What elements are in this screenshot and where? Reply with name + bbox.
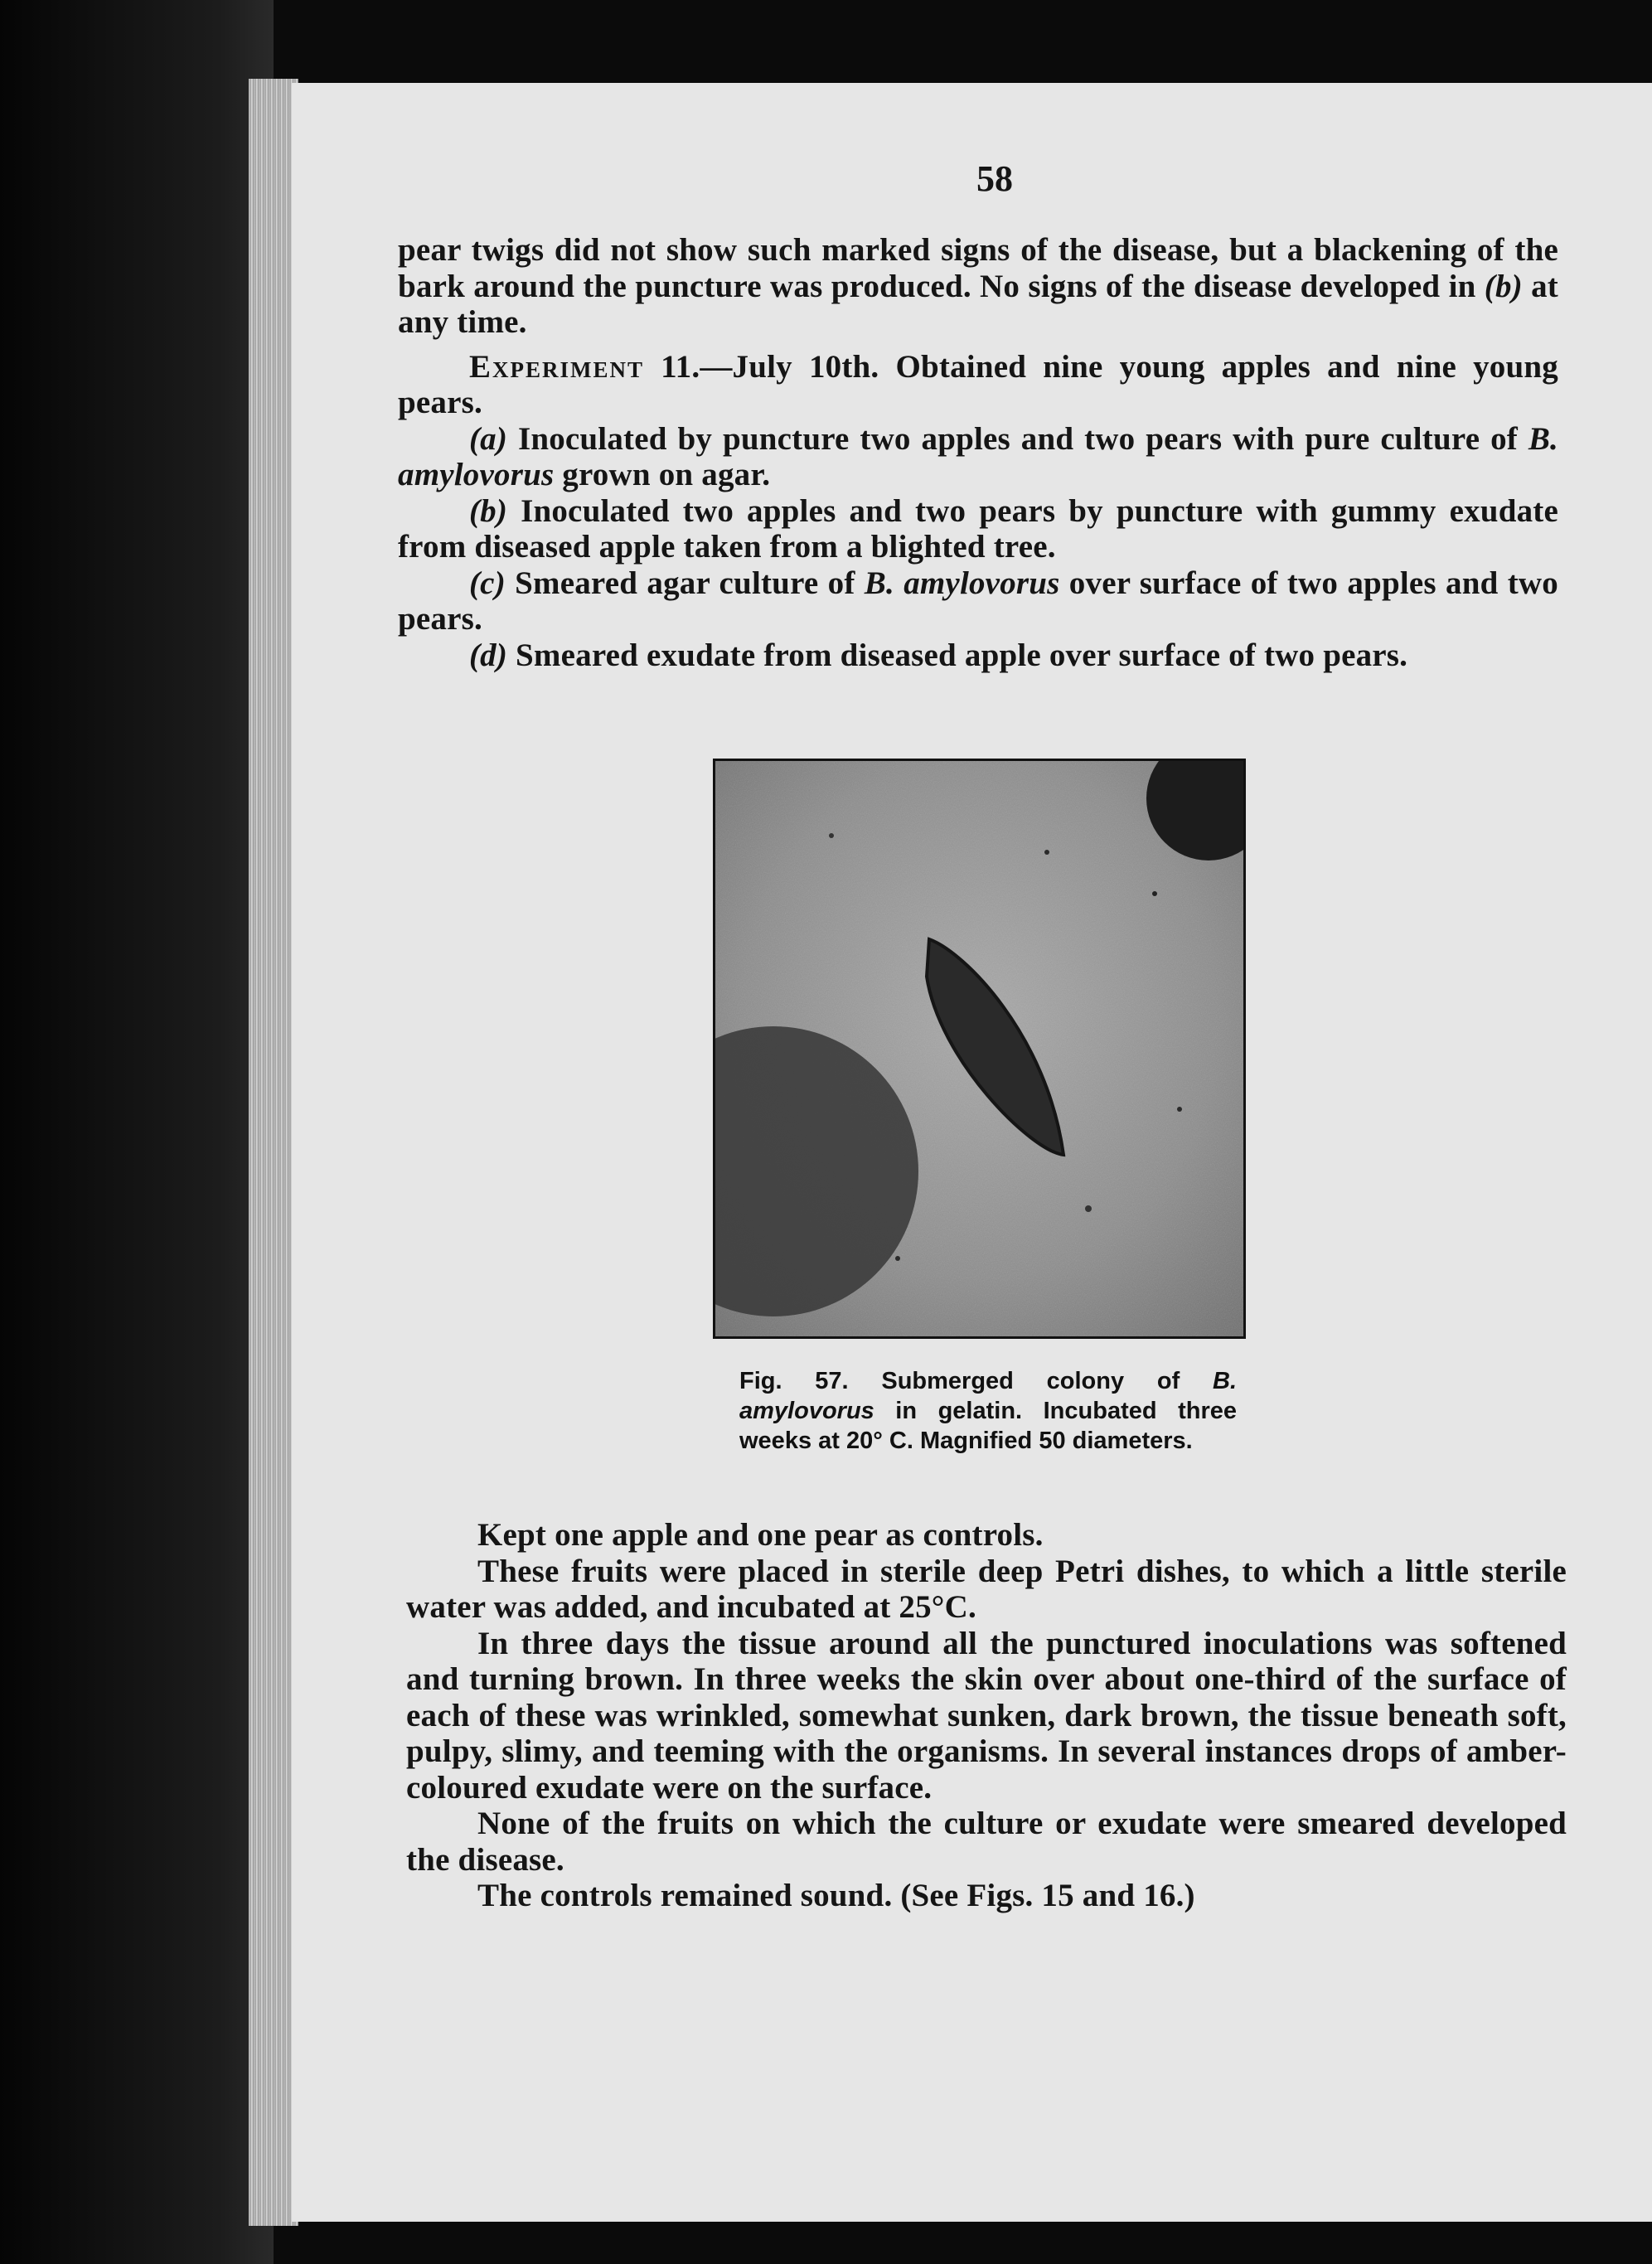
paragraph-controls: Kept one apple and one pear as controls. [477,1517,1044,1553]
experiment-label: Experiment [469,348,645,385]
page-number: 58 [976,158,1013,199]
top-text-block [398,232,1558,673]
bottom-text-block [406,1517,1567,1914]
book-page [292,83,1652,2222]
speck [1044,850,1049,855]
paragraph-item-d: (d) Smeared exudate from diseased apple over surface of two pears. [469,637,1408,673]
speck [1085,1205,1092,1212]
figure-micrograph [713,759,1246,1339]
paragraph-item-c: (c) Smeared agar culture of B. amylovorus over surface of two apples and two pears. [398,565,1558,637]
speck [829,833,834,838]
speck [1177,1107,1182,1112]
micrograph-image [715,761,1243,1336]
paragraph-experiment-heading: Experiment 11.—July 10th. Obtained nine young apples and nine young pears. [398,348,1558,420]
paragraph-smeared: None of the fruits on which the culture or exudate were smeared developed the disease. [406,1806,1567,1878]
paragraph-controls-sound: The controls remained sound. (See Figs. 15 and 16.) [477,1878,1195,1913]
book-page-edges [249,79,298,2226]
scan-background-left [0,0,274,2264]
paragraph-continuation: pear twigs did not show such marked signs of the disease, but a blackening of the bark around the puncture was produced. No signs of the disease developed in (b) at any time. [398,232,1558,340]
paragraph-item-a: (a) Inoculated by puncture two apples and two pears with pure culture of B. amylovorus grown on agar. [398,420,1558,492]
figure-caption: Fig. 57. Submerged colony of B. amylovorus in gelatin. Incubated three weeks at 20° C. Magnified 50 diameters. [739,1368,1237,1454]
paragraph-incubation: These fruits were placed in sterile deep Petri dishes, to which a little sterile water was added, and incubated at 25°C. [406,1553,1567,1625]
paragraph-item-b: (b) Inoculated two apples and two pears by puncture with gummy exudate from diseased apple taken from a blighted tree. [398,492,1558,565]
paragraph-results: In three days the tissue around all the punctured inoculations was softened and turning brown. In three weeks the skin over about one-third of the surface of each of these was wrinkled, somewhat sunken, dark brown, the tissue beneath soft, pulpy, slimy, and teeming with the organisms. In several instances drops of amber-coloured exudate were on the surface. [406,1625,1567,1806]
speck [895,1256,900,1261]
speck [1152,891,1157,896]
